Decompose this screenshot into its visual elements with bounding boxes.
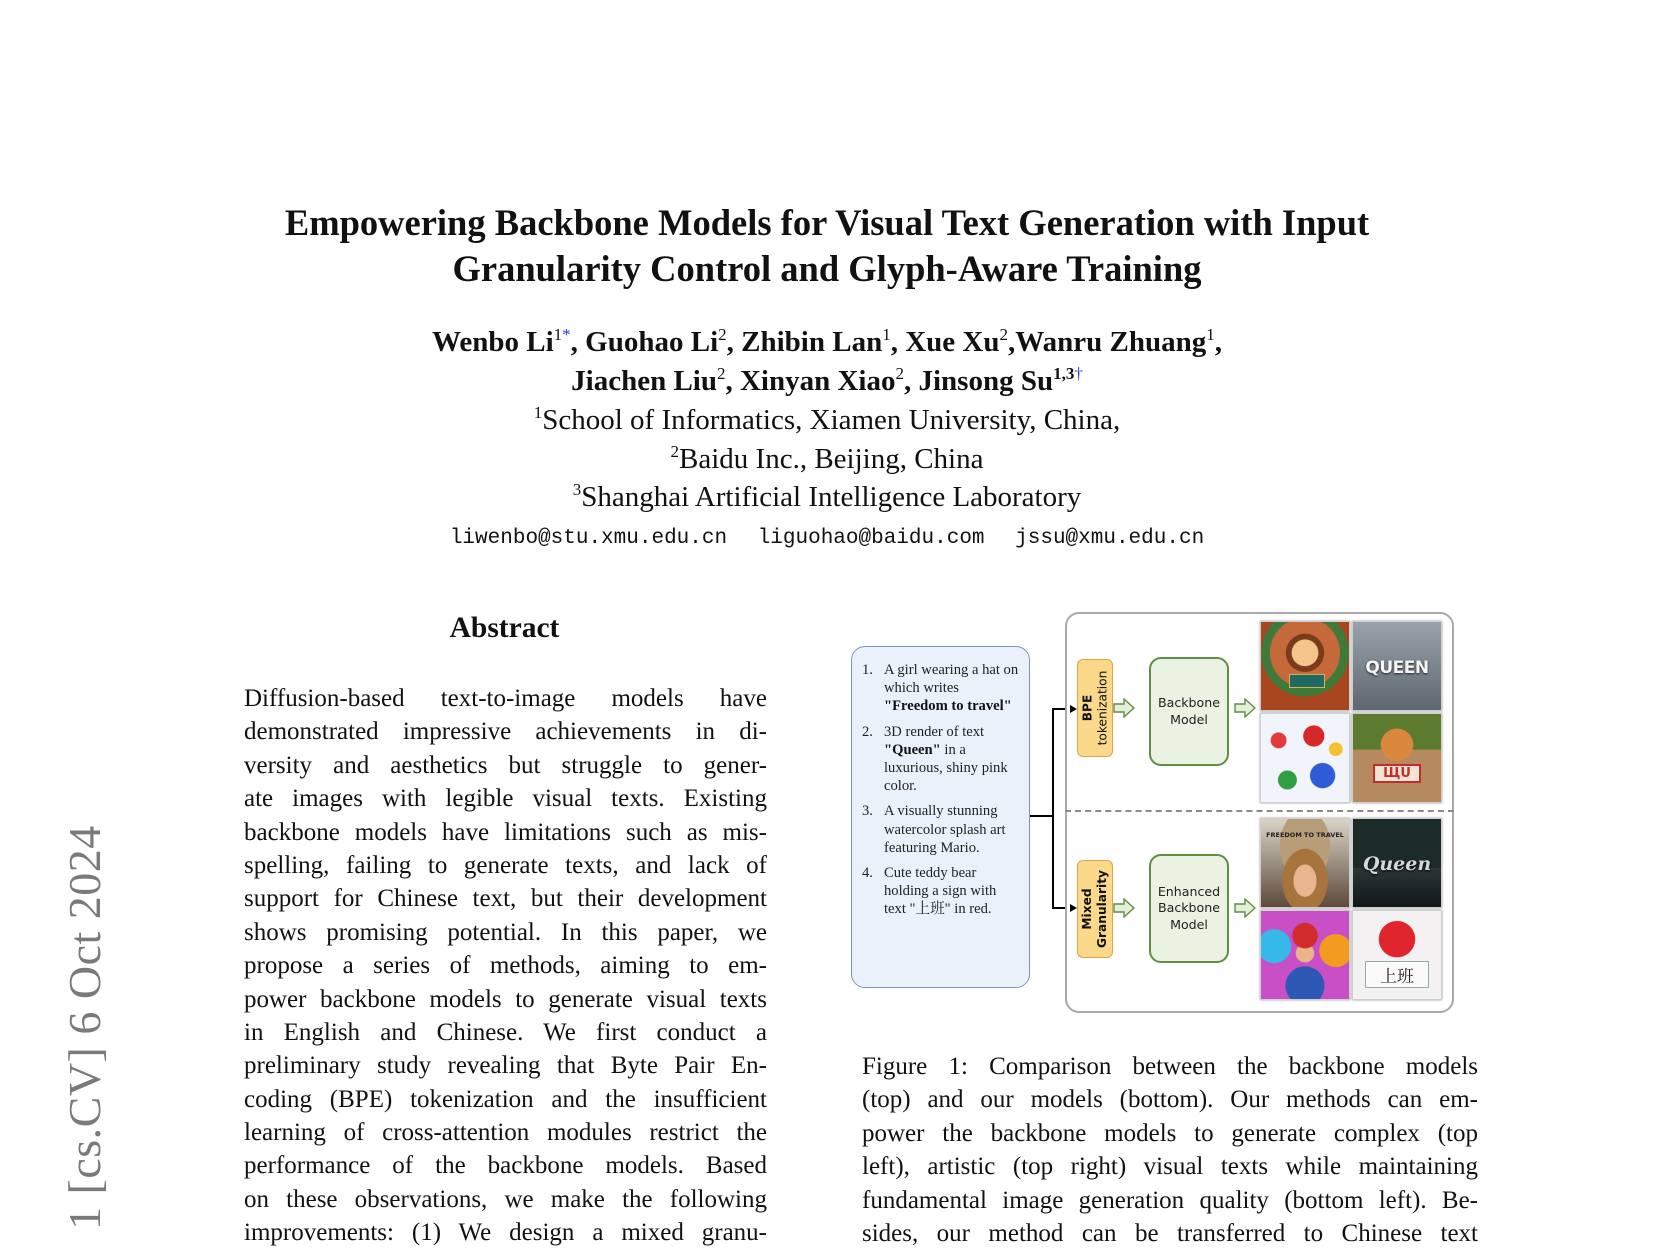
affiliation-text: School of Informatics, Xiamen University, China, <box>542 404 1121 436</box>
caption-line: fundamental image generation quality (bottom left). Be- <box>862 1186 1478 1214</box>
block-arrow-icon <box>1234 898 1256 918</box>
prompt-text-part: Cute teddy bear holding a sign with text "上班" in red. <box>884 865 997 918</box>
abstract-line: Diffusion-based text-to-image models have <box>244 685 767 712</box>
connector-line <box>1052 709 1054 909</box>
author-list <box>200 323 1454 401</box>
abstract-line: power backbone models to generate visual texts <box>244 985 767 1013</box>
mixed-granularity-box <box>1077 860 1113 958</box>
tokenizer-label <box>1080 671 1110 746</box>
arrowhead-icon <box>1070 705 1077 713</box>
prompt-text <box>884 661 1021 716</box>
model-label-line: Model <box>1170 711 1208 727</box>
prompt-quoted-text: "Freedom to travel" <box>884 698 1012 715</box>
tile-mario-watercolor-splash <box>1260 910 1350 1000</box>
author-line-1: Wenbo $Li^{1*}$, Guohao Li$^2$, Zhibin Lan$^1$, Xue Xu$^2$,Wanru Zhuang$^1$, <box>431 325 1222 358</box>
abstract-body <box>244 682 767 1250</box>
tile-caption: QUEEN <box>1365 658 1429 678</box>
abstract-line: spelling, failing to generate texts, and lack of <box>244 851 767 879</box>
abstract-line: versity and aesthetics but struggle to gener- <box>244 751 767 779</box>
abstract-line: performance of the backbone models. Based <box>244 1152 767 1180</box>
prompt-text <box>884 723 1021 796</box>
author-affil-sup: 1,3 <box>1053 364 1075 383</box>
model-label <box>1158 884 1220 934</box>
abstract-line: demonstrated impressive achievements in di- <box>244 718 767 746</box>
backbone-model-box <box>1149 657 1229 766</box>
prompt-list-box <box>851 646 1030 988</box>
title-line-2: Granularity Control and Glyph-Aware Training <box>452 248 1202 289</box>
affiliation-list <box>200 401 1454 517</box>
block-arrow-icon <box>1113 698 1135 718</box>
caption-line: power the backbone models to generate complex (top <box>862 1119 1478 1147</box>
model-label-line: Backbone <box>1157 900 1220 916</box>
title-line-1: Empowering Backbone Models for Visual Text Generation with Input <box>284 202 1370 243</box>
caption-line: Figure 1: Comparison between the backbone models <box>862 1053 1478 1080</box>
author-name: Wanru Zhuang <box>1015 326 1207 358</box>
prompt-text <box>884 802 1021 857</box>
tile-girl-hat-illegible-sign <box>1260 621 1350 711</box>
abstract-line: on these observations, we make the following <box>244 1185 767 1213</box>
tokenizer-label-line: Mixed <box>1080 888 1095 930</box>
model-label <box>1158 695 1220 728</box>
prompt-number: 1. <box>862 662 873 678</box>
tile-caption: Queen <box>1362 853 1432 875</box>
affiliation-1 <box>200 401 1454 440</box>
author-name: Zhibin Lan <box>741 326 883 358</box>
prompt-text <box>884 864 1021 919</box>
tile-queen-silver-logo <box>1352 621 1442 711</box>
abstract-heading: Abstract <box>449 612 560 644</box>
abstract-line: ate images with legible visual texts. Existing <box>244 785 767 813</box>
abstract-line: preliminary study revealing that Byte Pair En- <box>244 1052 767 1080</box>
tokenizer-label-line: tokenization <box>1095 670 1109 746</box>
affiliation-sup: 3 <box>572 480 582 499</box>
author-affil-sup: 2 <box>895 364 904 383</box>
abstract-line: propose a series of methods, aiming to em- <box>244 952 767 980</box>
abstract-line: shows promising potential. In this paper, we <box>244 918 767 946</box>
tokenizer-label <box>1080 870 1110 948</box>
arrowhead-icon <box>1070 904 1077 912</box>
block-arrow-icon <box>1113 898 1135 918</box>
tile-red-bear-chinese-sign <box>1352 910 1442 1000</box>
abstract-line: learning of cross-attention modules restrict the <box>244 1119 767 1147</box>
prompt-text-part: A girl wearing a hat on which writes <box>884 662 1019 697</box>
dashed-divider <box>1065 810 1454 812</box>
prompt-quoted-text: "Queen" <box>884 741 941 758</box>
prompt-number: 2. <box>862 723 873 740</box>
corresponding-mark: * <box>562 325 571 344</box>
abstract-line: in English and Chinese. We first conduct a <box>244 1018 767 1046</box>
author-affil-sup: 2 <box>718 325 727 344</box>
prompt-item <box>862 723 1021 796</box>
prompt-text-part: 3D render of text <box>884 723 985 740</box>
author-affil-sup: 1 <box>882 325 891 344</box>
prompt-number: 3. <box>862 803 873 820</box>
caption-line: sides, our method can be transferred to Chinese text <box>862 1219 1478 1247</box>
author-name: Xinyan Xiao <box>739 365 896 397</box>
abstract-line: support for Chinese text, but their development <box>244 885 767 913</box>
author-affil-sup: 2 <box>999 325 1008 344</box>
email-address[interactable]: liwenbo@stu.xmu.edu.cn <box>449 527 728 550</box>
author-name: Jinsong Su <box>918 365 1054 397</box>
prompt-text-part: A visually stunning watercolor splash art featuring Mario. <box>884 803 1006 856</box>
author-name: Jiachen Liu <box>571 365 717 397</box>
affiliation-sup: 2 <box>670 441 680 461</box>
paper-title <box>200 200 1454 292</box>
author-name: Guohao Li <box>585 326 719 358</box>
affiliation-2 <box>200 440 1454 479</box>
email-list <box>200 527 1454 550</box>
abstract-line: coding (BPE) tokenization and the insufficient <box>244 1085 767 1113</box>
author-name: Wenbo Li <box>431 326 554 358</box>
author-name: Xue Xu <box>905 326 1000 358</box>
tile-caption: 上班 <box>1365 961 1429 988</box>
prompt-number: 4. <box>862 865 873 882</box>
bpe-tokenization-box <box>1077 659 1113 757</box>
block-arrow-icon <box>1234 698 1256 718</box>
author-affil-sup: 1 <box>553 325 563 344</box>
affiliation-text: Shanghai Artificial Intelligence Laboratory <box>581 481 1082 513</box>
prompt-item <box>862 802 1021 857</box>
tile-caption: ЩU <box>1373 764 1421 783</box>
abstract-line: backbone models have limitations such as mis- <box>244 818 767 846</box>
illegible-sign-icon <box>1289 674 1325 688</box>
model-label-line: Model <box>1170 916 1208 932</box>
tile-caption: FREEDOM TO TRAVEL <box>1266 831 1344 839</box>
affiliation-sup: 1 <box>533 403 543 422</box>
author-affil-sup: 1 <box>1206 325 1215 344</box>
author-affil-sup: 2 <box>716 364 726 383</box>
email-address[interactable]: liguohao@baidu.com <box>757 527 985 550</box>
affiliation-3 <box>200 478 1454 517</box>
figure-1 <box>851 612 1454 1013</box>
arxiv-stamp: 1 [cs.CV] 6 Oct 2024 <box>59 825 110 1230</box>
tile-girl-hat-freedom-to-travel <box>1260 818 1350 908</box>
abstract-line: improvements: (1) We design a mixed granu- <box>244 1219 767 1247</box>
prompt-item <box>862 864 1021 919</box>
caption-line: (top) and our models (bottom). Our methods can em- <box>862 1086 1478 1114</box>
connector-line <box>1030 815 1053 817</box>
tokenizer-label-line: BPE <box>1080 694 1094 722</box>
enhanced-backbone-model-box <box>1149 854 1229 963</box>
figure-caption <box>862 1050 1478 1250</box>
email-address[interactable]: jssu@xmu.edu.cn <box>1015 527 1205 550</box>
corresponding-mark: † <box>1074 364 1083 383</box>
tile-queen-crown-render <box>1352 818 1442 908</box>
affiliation-text: Baidu Inc., Beijing, China <box>679 442 984 475</box>
author-line-2: Jiachen Liu$^2$, Xinyan Xiao$^2$, Jinsong $Su^{1,3\dagger}$ <box>571 364 1083 397</box>
model-label-line: Enhanced <box>1157 883 1221 899</box>
tile-teddy-bear-garbled-sign <box>1352 713 1442 803</box>
tokenizer-label-line: Granularity <box>1095 870 1110 948</box>
prompt-text-part: in a luxurious, shiny pink color. <box>884 741 1008 795</box>
tile-mario-watercolor-stars <box>1260 713 1350 803</box>
caption-line: left), artistic (top right) visual texts while maintaining <box>862 1153 1478 1181</box>
prompt-item <box>862 661 1021 716</box>
model-label-line: Backbone <box>1157 695 1220 710</box>
